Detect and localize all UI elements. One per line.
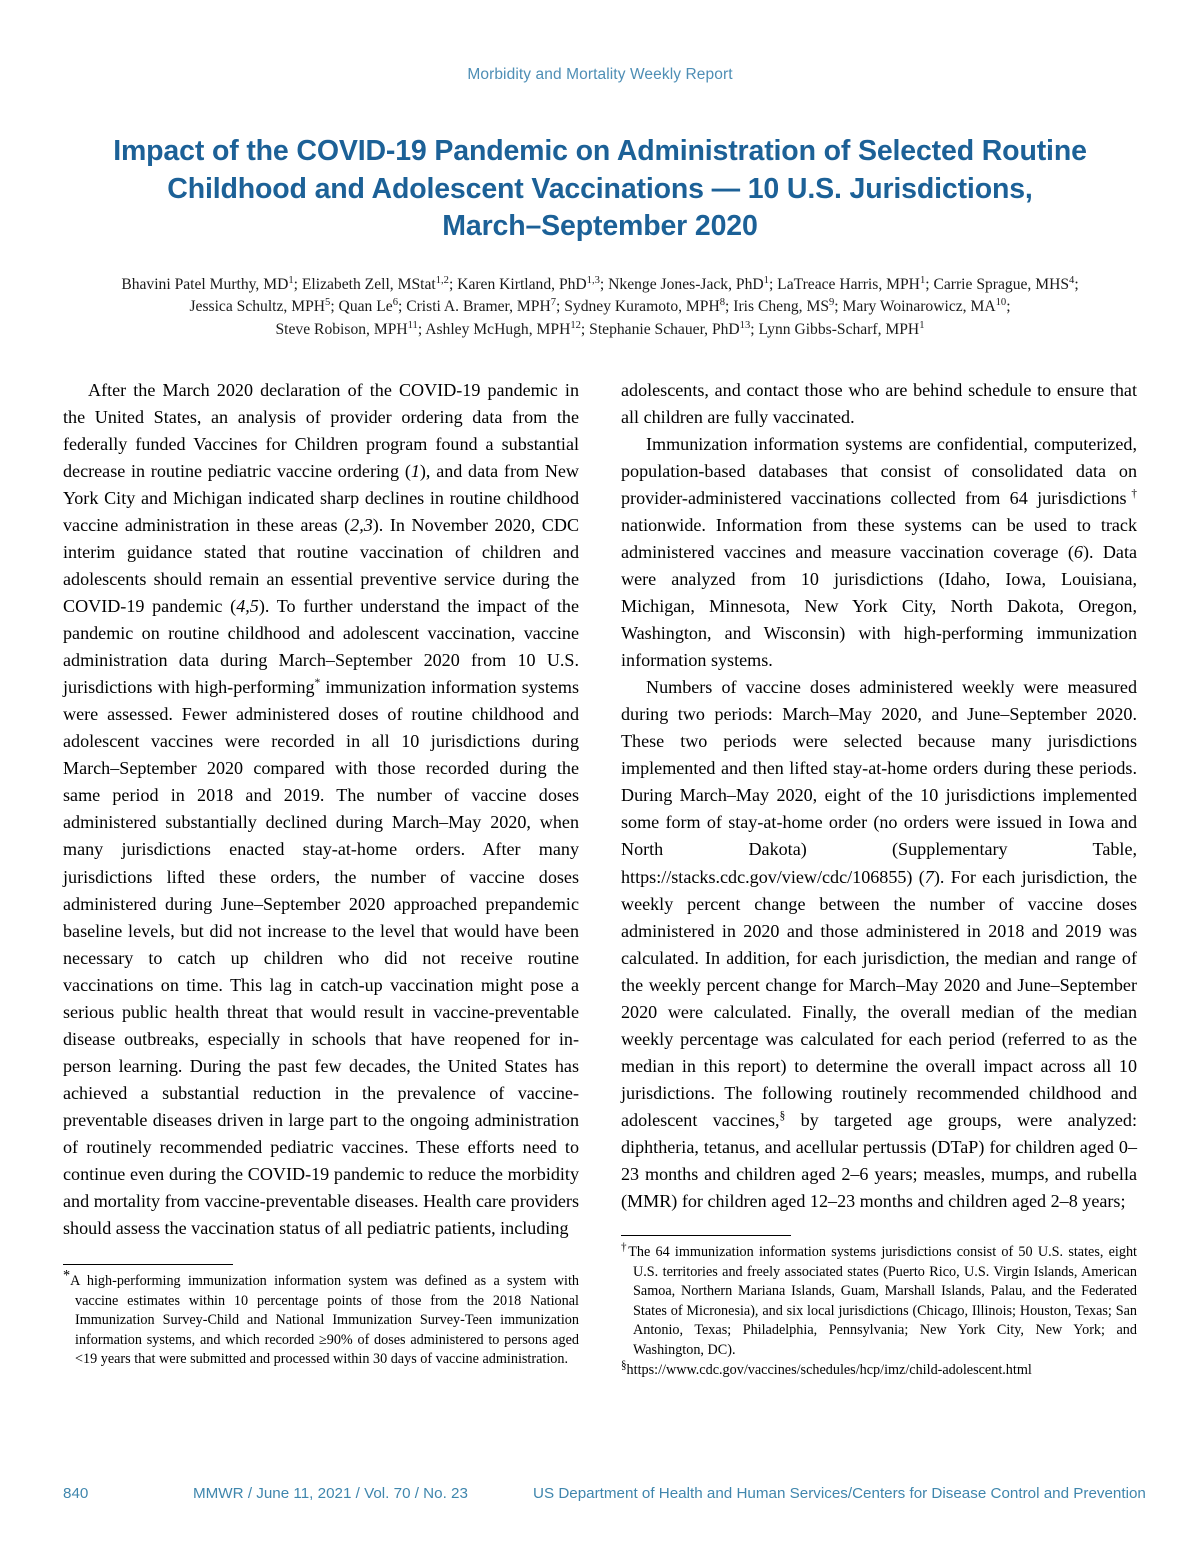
reference-7: 7 xyxy=(924,866,934,887)
text-run: ), and data from New York City and Michigan indicated sharp declines in routine childhood vaccine administration in these areas ( xyxy=(63,460,579,535)
paragraph-intro xyxy=(63,377,579,1243)
title-line-2: Childhood and Adolescent Vaccinations — 10 U.S. Jurisdictions, xyxy=(167,172,1033,205)
footnote-rule xyxy=(621,1235,791,1236)
footnote-text: The 64 immunization information systems jurisdictions consist of 50 U.S. states, eight U.S. territories and freely associated states (Puerto Rico, U.S. Virgin Islands, American Samoa, Northern Mariana Islands, Guam, Marshall Islands, Palau, and the Federated States of Micronesia), and six local jurisdictions (Chicago, Illinois; Houston, Texas; San Antonio, Texas; Philadelphia, Pennsylvania; New York City, New York; and Washington, DC). xyxy=(628,1244,1137,1358)
footnote-marker-star: * xyxy=(314,677,321,690)
text-run: ). To further understand the impact of the pandemic on routine childhood and adolescent vaccination, vaccine administration data during March–September 2020 from 10 U.S. jurisdictions with high-performing xyxy=(63,596,579,698)
title-line-1: Impact of the COVID-19 Pandemic on Administration of Selected Routine xyxy=(113,135,1087,167)
page-footer xyxy=(63,1485,1146,1502)
page-title xyxy=(103,133,1097,246)
text-run: by targeted age groups, were analyzed: diphtheria, tetanus, and acellular pertussis (DTaP) for children aged 0–23 months and children aged 2–6 years; measles, mumps, and rubella (MMR) for children aged 12–23 months and children aged 2–8 years; xyxy=(621,1109,1137,1212)
text-run: Numbers of vaccine doses administered weekly were measured during two periods: March–May 2020, and June–September 2020. These two periods were selected because many jurisdictions implemented and then lifted stay-at-home orders during these periods. During March–May 2020, eight of the 10 jurisdictions implemented some form of stay-at-home order (no orders were issued in Iowa and North Dakota) (Supplementary Table, https://stacks.cdc.gov/view/cdc/106855) ( xyxy=(621,677,1137,887)
footnote-url: https://www.cdc.gov/vaccines/schedules/hcp/imz/child-adolescent.html xyxy=(626,1362,1032,1379)
reference-6: 6 xyxy=(1073,541,1083,562)
text-run: Immunization information systems are confidential, computerized, population-based databases that consist of consolidated data on provider-administered vaccinations collected from 64 jurisdictions xyxy=(621,433,1137,508)
reference-1: 1 xyxy=(410,460,420,481)
running-head: Morbidity and Mortality Weekly Report xyxy=(467,66,733,83)
footnote-marker-dagger-ref: † xyxy=(621,1241,629,1254)
author-line-2: Jessica Schultz, MPH$^5$; Quan Le$^6$; Cristi A. Bramer, MPH$^7$; Sydney Kuramoto, MPH$^8$; Iris Cheng, $MS^9$; Mary Woinarowicz, MA$^{10}$; xyxy=(189,297,1011,316)
text-run: ). For each jurisdiction, the weekly percent change between the number of vaccine doses administered in 2020 and those administered in 2018 and 2019 was calculated. In addition, for each jurisdiction, the median and range of the weekly percent change for March–May 2020 and June–September 2020 were calculated. Finally, the overall median of the median weekly percentage was calculated for each period (referred to as the median in this report) to determine the overall impact across all 10 jurisdictions. The following routinely recommended childhood and adolescent vaccines, xyxy=(621,866,1137,1130)
footer-agency: US Department of Health and Human Services/Centers for Disease Control and Prevention xyxy=(533,1485,1146,1502)
footnote-rule xyxy=(63,1264,233,1265)
right-column xyxy=(621,377,1137,1382)
footnote-marker-star-ref: * xyxy=(63,1267,71,1284)
footnote-marker-section-ref: § xyxy=(621,1359,627,1372)
paragraph-iis-description xyxy=(621,431,1137,674)
title-line-3: March–September 2020 xyxy=(442,210,758,243)
paragraph-continuation: adolescents, and contact those who are behind schedule to ensure that all children are fully vaccinated. xyxy=(621,379,1137,427)
footnote-section xyxy=(621,1361,1137,1381)
right-footnote-block xyxy=(621,1235,1137,1381)
footer-page-number: 840 xyxy=(63,1485,89,1502)
text-run: After the March 2020 declaration of the COVID-19 pandemic in the United States, an analysis of provider ordering data from the federally funded Vaccines for Children program found a substantial decrease in routine pediatric vaccine ordering ( xyxy=(63,379,579,481)
author-line-3: Steve Robison, MPH$^{11}$; Ashley McHugh, MPH$^{12}$; Stephanie Schauer, PhD$^{13}$; Lynn Gibbs-Scharf, MPH$^1$ xyxy=(275,319,925,339)
footnote-star xyxy=(63,1267,579,1370)
left-footnote-block xyxy=(63,1264,579,1370)
footnote-marker-dagger: † xyxy=(1126,487,1138,500)
left-column-body xyxy=(63,377,579,1243)
reference-2-3: 2,3 xyxy=(350,514,373,535)
author-list xyxy=(71,274,1129,342)
reference-4-5: 4,5 xyxy=(236,596,259,617)
text-run: ). Data were analyzed from 10 jurisdictions (Idaho, Iowa, Louisiana, Michigan, Minnesota, New York City, North Dakota, Oregon, Washington, and Wisconsin) with high-performing immunization information systems. xyxy=(621,541,1137,671)
paragraph-methods xyxy=(621,674,1137,1215)
footnote-text: A high-performing immunization information system was defined as a system with vaccine estimates within 10 percentage points of those from the 2018 National Immunization Survey-Child and National Immunization Survey-Teen immunization information systems, and which recorded ≥90% of doses administered to persons aged <19 years that were submitted and processed within 30 days of vaccine administration. xyxy=(70,1273,579,1368)
text-run: immunization information systems were assessed. Fewer administered doses of routine childhood and adolescent vaccines were recorded in all 10 jurisdictions during March–September 2020 compared with those recorded during the same period in 2018 and 2019. The number of vaccine doses administered substantially declined during March–May 2020, when many jurisdictions enacted stay-at-home orders. After many jurisdictions lifted these orders, the number of vaccine doses administered during June–September 2020 approached prepandemic baseline levels, but did not increase to the level that would have been necessary to catch up children who did not receive routine vaccinations on time. This lag in catch-up vaccination might pose a serious public health threat that would result in vaccine-preventable disease outbreaks, especially in schools that have reopened for in-person learning. During the past few decades, the United States has achieved a substantial reduction in the prevalence of vaccine-preventable diseases driven in large part to the ongoing administration of routinely recommended pediatric vaccines. These efforts need to continue even during the COVID-19 pandemic to reduce the morbidity and mortality from vaccine-preventable diseases. Health care providers should assess the vaccination status of all pediatric patients, including xyxy=(63,677,579,1239)
author-line-1: Bhavini Patel Murthy, $MD^1$; Elizabeth Zell, MStat$^{1,2}$; Karen Kirtland, PhD$^{1,3}$; Nkenge Jones-Jack, PhD$^1$; LaTreace Harris, MPH$^1$; Carrie Sprague, MHS$^4$; xyxy=(121,274,1079,293)
footnote-dagger xyxy=(621,1243,1137,1360)
right-column-body xyxy=(621,377,1137,1215)
body-columns xyxy=(63,377,1137,1382)
footer-issue-info: MMWR / June 11, 2021 / Vol. 70 / No. 23 xyxy=(193,1485,468,1502)
footnote-marker-section: § xyxy=(779,1109,786,1122)
text-run: ). In November 2020, CDC interim guidance stated that routine vaccination of children and adolescents should remain an essential preventive service during the COVID-19 pandemic ( xyxy=(63,514,580,617)
text-run: nationwide. Information from these systems can be used to track administered vaccines and measure vaccination coverage ( xyxy=(621,514,1137,562)
left-column xyxy=(63,377,579,1382)
